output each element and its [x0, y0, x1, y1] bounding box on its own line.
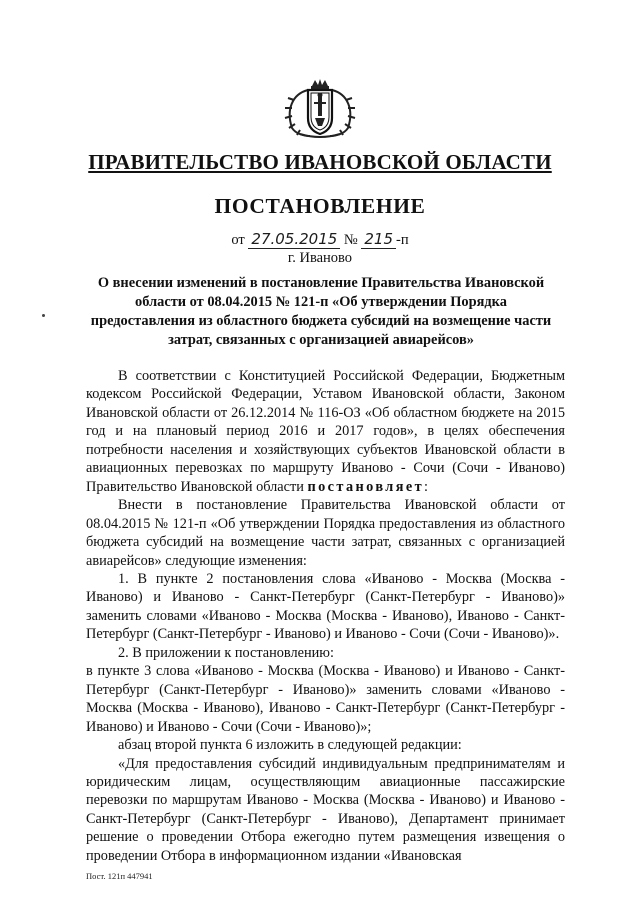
- paragraph-point-3: в пункте 3 слова «Иваново - Москва (Москва - Иваново) и Иваново - Санкт-Петербург (Санкт-Петербург - Иваново)» заменить словами «Иваново - Москва (Москва - Иваново), Иваново - Санкт-Петербург (Санкт-Петербург - Иваново) и Иваново - Сочи (Сочи - Иваново)»;: [86, 663, 565, 735]
- coat-of-arms-icon: [282, 78, 358, 140]
- paragraph-item-1: 1. В пункте 2 постановления слова «Иваново - Москва (Москва - Иваново) и Иваново - Санкт-Петербург (Санкт-Петербург - Иваново)» заменить словами «Иваново - Москва (Москва - Иваново), Иваново - Санкт-Петербург (Санкт-Петербург - Иваново) и Иваново - Сочи (Сочи - Иваново)».: [86, 570, 565, 643]
- number-suffix: -п: [396, 232, 409, 248]
- document-body: [86, 367, 565, 865]
- preamble-text: В соответствии с Конституцией Российской Федерации, Бюджетным кодексом Российской Федерации, Уставом Ивановской области, Законом Ивановской области от 26.12.2014 № 116-ОЗ «Об областном бюджете на 2015 год и на плановый период 2016 и 2017 годов», в целях обеспечения потребности населения и хозяйствующих субъектов Ивановской области в авиационных перевозках по маршруту Иваново - Сочи (Сочи - Иваново) Правительство Ивановской области: [86, 368, 565, 495]
- number-value: 215: [361, 230, 396, 249]
- margin-mark: [42, 314, 45, 317]
- paragraph-item-2: 2. В приложении к постановлению:: [118, 644, 334, 661]
- decree-colon: :: [424, 478, 429, 495]
- document-type: ПОСТАНОВЛЕНИЕ: [214, 194, 426, 218]
- date-number-line: [0, 230, 640, 249]
- paragraph-point-6-intro: абзац второй пункта 6 изложить в следующей редакции:: [118, 737, 462, 754]
- date-prefix: от: [231, 232, 245, 248]
- footer-code: Пост. 121п 447941: [86, 871, 153, 881]
- paragraph-amend: Внести в постановление Правительства Ивановской области от 08.04.2015 № 121-п «Об утверждении Порядка предоставления из областного бюджета субсидий на возмещение части затрат, связанных с организацией авиарейсов» следующие изменения:: [86, 497, 565, 569]
- date-value: 27.05.2015: [248, 230, 340, 249]
- number-prefix: №: [343, 232, 358, 248]
- government-title: ПРАВИТЕЛЬСТВО ИВАНОВСКОЙ ОБЛАСТИ: [88, 150, 552, 174]
- paragraph-point-6-text: «Для предоставления субсидий индивидуальным предпринимателям и юридическим лицам, осуществляющим авиационные пассажирские перевозки по маршрутам Иваново - Москва (Москва - Иваново) и Иваново - Санкт-Петербург (Санкт-Петербург - Иваново), Департамент принимает решение о проведении Отбора ежегодно путем размещения извещения о проведении Отбора в информационном издании «Ивановская: [86, 755, 565, 864]
- document-subject: О внесении изменений в постановление Правительства Ивановской области от 08.04.2015 № 121-п «Об утверждении Порядка предоставления из областного бюджета субсидий на возмещение части затрат, связанных с организацией авиарейсов»: [90, 275, 552, 348]
- paragraph-preamble: [86, 367, 565, 496]
- decree-word: постановляет: [307, 478, 425, 495]
- city: г. Иваново: [287, 250, 353, 266]
